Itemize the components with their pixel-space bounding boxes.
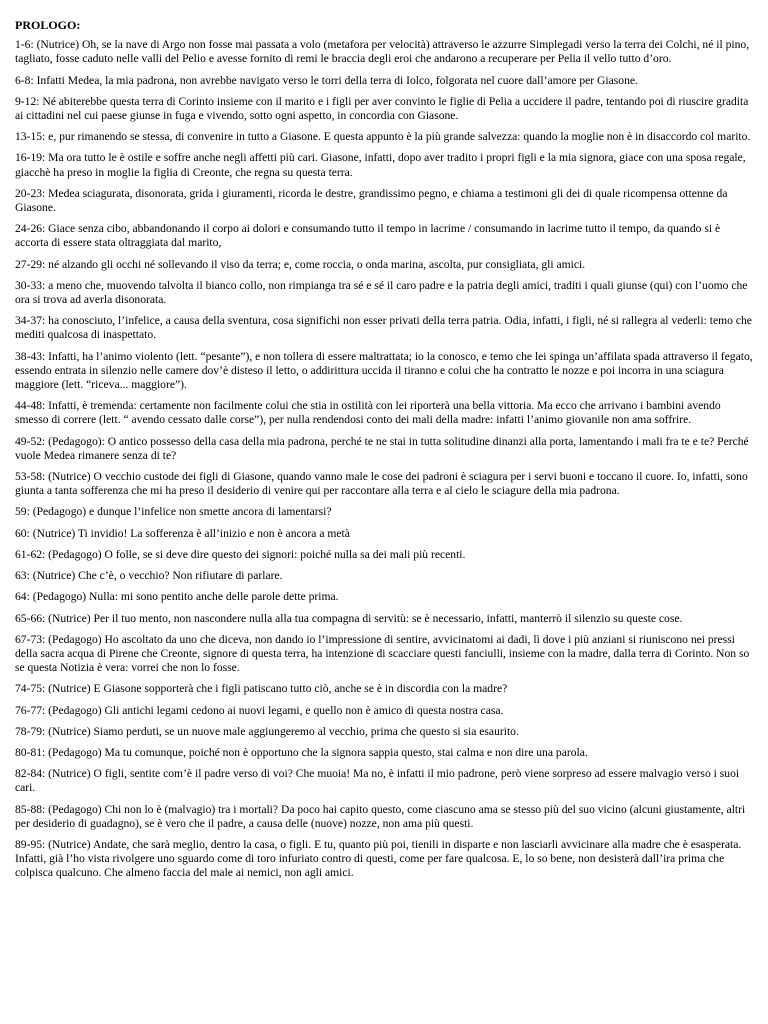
paragraph-list <box>15 38 753 880</box>
paragraph: 85-88: (Pedagogo) Chi non lo è (malvagio) tra i mortali? Da poco hai capito questo, come ciascuno ama se stesso più del suo vicino (alcuni giustamente, altri per desiderio di guadagno), se è vero che il padre, a causa delle (nuove) nozze, non ama più questi. <box>15 802 746 830</box>
paragraph: 27-29: né alzando gli occhi né sollevando il viso da terra; e, come roccia, o onda marina, ascolta, pur consigliata, gli amici. <box>15 257 586 271</box>
paragraph: 64: (Pedagogo) Nulla: mi sono pentito anche delle parole dette prima. <box>15 590 339 604</box>
document-page <box>15 18 753 888</box>
paragraph: 89-95: (Nutrice) Andate, che sarà meglio, dentro la casa, o figli. E tu, quanto più poi, tienili in disparte e non lasciarli avvicinare alla madre che è esasperata. Infatti, già l’ho vista rivolgere uno sguardo come di toro infuriato contro di questi, come per fare qualcosa. E, lo so bene, non desisterà dall’ira prima che colpisca qualcuno. Che almeno faccia del male ai nemici, non agli amici. <box>15 837 742 880</box>
paragraph: 6-8: Infatti Medea, la mia padrona, non avrebbe navigato verso le torri della terra di Iolco, folgorata nel cuore dall’amore per Giasone. <box>15 73 638 87</box>
paragraph: 67-73: (Pedagogo) Ho ascoltato da uno che diceva, non dando io l’impressione di sentire, avvicinatomi ai dadi, lì dove i più anziani si riuniscono nei pressi della sacra acqua di Pirene che Creonte, signore di questa terra, ha intenzione di scacciare questi fanciulli, insieme con la madre, dalla terra di Corinto. Non so se questa Notizia è vera: vorrei che non lo fosse. <box>15 632 750 675</box>
paragraph: 76-77: (Pedagogo) Gli antichi legami cedono ai nuovi legami, e quello non è amico di questa nostra casa. <box>15 703 504 717</box>
document-heading: PROLOGO: <box>15 18 81 32</box>
paragraph: 63: (Nutrice) Che c’è, o vecchio? Non rifiutare di parlare. <box>15 569 283 583</box>
paragraph: 38-43: Infatti, ha l’animo violento (lett. “pesante”), e non tollera di essere maltrattata; io la conosco, e temo che lei spinga un’affilata spada attraverso il fegato, essendo entrata in silenzio nelle camere dov’è disteso il letto, o addirittura uccida il tiranno e colui che ha contratto le nozze e poi incorra in una sciagura maggiore (lett. “riceva... maggiore”). <box>15 349 753 392</box>
paragraph: 30-33: a meno che, muovendo talvolta il bianco collo, non rimpianga tra sé e sé il caro padre e la patria degli amici, traditi i quali giunse (qui) con l’uomo che ora si trova ad averla disonorata. <box>15 278 748 307</box>
paragraph: 80-81: (Pedagogo) Ma tu comunque, poiché non è opportuno che la signora sappia questo, stai calma e non dire una parola. <box>15 745 588 759</box>
paragraph: 60: (Nutrice) Ti invidio! La sofferenza è all’inizio e non è ancora a metà <box>15 526 350 540</box>
paragraph: 74-75: (Nutrice) E Giasone sopporterà che i figli patiscano tutto ciò, anche se è in discordia con la madre? <box>15 682 508 696</box>
paragraph: 34-37: ha conosciuto, l’infelice, a causa della sventura, cosa significhi non esser privati della terra patria. Odia, infatti, i figli, né si rallegra al vederli: temo che mediti qualcosa di inaspettato. <box>15 314 752 342</box>
paragraph: 53-58: (Nutrice) O vecchio custode dei figli di Giasone, quando vanno male le cose dei padroni è sciagura per i servi buoni e toccano il cuore. Io, infatti, sono giunta a tanta sofferenza che mi ha preso il desiderio di venire qui per raccontare alla terra e al cielo le sciagure della mia padrona. <box>15 470 748 498</box>
paragraph: 49-52: (Pedagogo): O antico possesso della casa della mia padrona, perché te ne stai in tutta solitudine dinanzi alla porta, lamentando i mali fra te e te? Perché vuole Medea rimanere senza di te? <box>15 434 749 462</box>
paragraph: 13-15: e, pur rimanendo se stessa, di convenire in tutto a Giasone. E questa appunto è la più grande salvezza: quando la moglie non è in disaccordo col marito. <box>15 130 751 144</box>
paragraph: 78-79: (Nutrice) Siamo perduti, se un nuove male aggiungeremo al vecchio, prima che questo si sia esaurito. <box>15 724 519 738</box>
paragraph: 9-12: Né abiterebbe questa terra di Corinto insieme con il marito e i figli per aver convinto le figlie di Pelia a uccidere il padre, tentando poi di riuscire gradita ai cittadini nel cui paese giunse in fuga e vivendo, sotto ogni aspetto, in concordia con Giasone. <box>15 94 749 123</box>
paragraph: 1-6: (Nutrice) Oh, se la nave di Argo non fosse mai passata a volo (metafora per velocità) attraverso le azzurre Simplegadi verso la terra dei Colchi, né il pino, tagliato, fosse caduto nelle valli del Pelio e avesse fornito di remi le braccia degli eroi che andarono a recuperare per Pelia il vello tutto d’oro. <box>15 38 750 66</box>
paragraph: 20-23: Medea sciagurata, disonorata, grida i giuramenti, ricorda le destre, grandissimo pegno, e chiama a testimoni gli dei di quale ricompensa ottenne da Giasone. <box>15 186 728 215</box>
paragraph: 44-48: Infatti, è tremenda: certamente non facilmente colui che stia in ostilità con lei riporterà una bella vittoria. Ma ecco che arrivano i bambini avendo smesso di correre (lett. “ avendo cessato dalle corse”), per nulla rendendosi conto dei mali della madre: infatti l’animo giovanile non ama soffrire. <box>15 399 721 427</box>
paragraph: 61-62: (Pedagogo) O folle, se si deve dire questo dei signori: poiché nulla sa dei mali più recenti. <box>15 547 466 561</box>
paragraph: 16-19: Ma ora tutto le è ostile e soffre anche negli affetti più cari. Giasone, infatti, dopo aver tradito i propri figli e la mia signora, giace con una sposa regale, giacchè ha preso in moglie la figlia di Creonte, che regna su questa terra. <box>15 151 746 179</box>
paragraph: 65-66: (Nutrice) Per il tuo mento, non nascondere nulla alla tua compagna di servitù: se è necessario, infatti, manterrò il silenzio su queste cose. <box>15 611 683 625</box>
paragraph: 24-26: Giace senza cibo, abbandonando il corpo ai dolori e consumando tutto il tempo in lacrime / consumando in lacrime tutto il tempo, da quando si è accorta di essere stata oltraggiata dal marito, <box>15 222 721 250</box>
paragraph: 59: (Pedagogo) e dunque l’infelice non smette ancora di lamentarsi? <box>15 505 332 519</box>
paragraph: 82-84: (Nutrice) O figli, sentite com’è il padre verso di voi? Che muoia! Ma no, è infatti il mio padrone, però viene sorpreso ad essere malvagio verso i suoi cari. <box>15 767 740 795</box>
